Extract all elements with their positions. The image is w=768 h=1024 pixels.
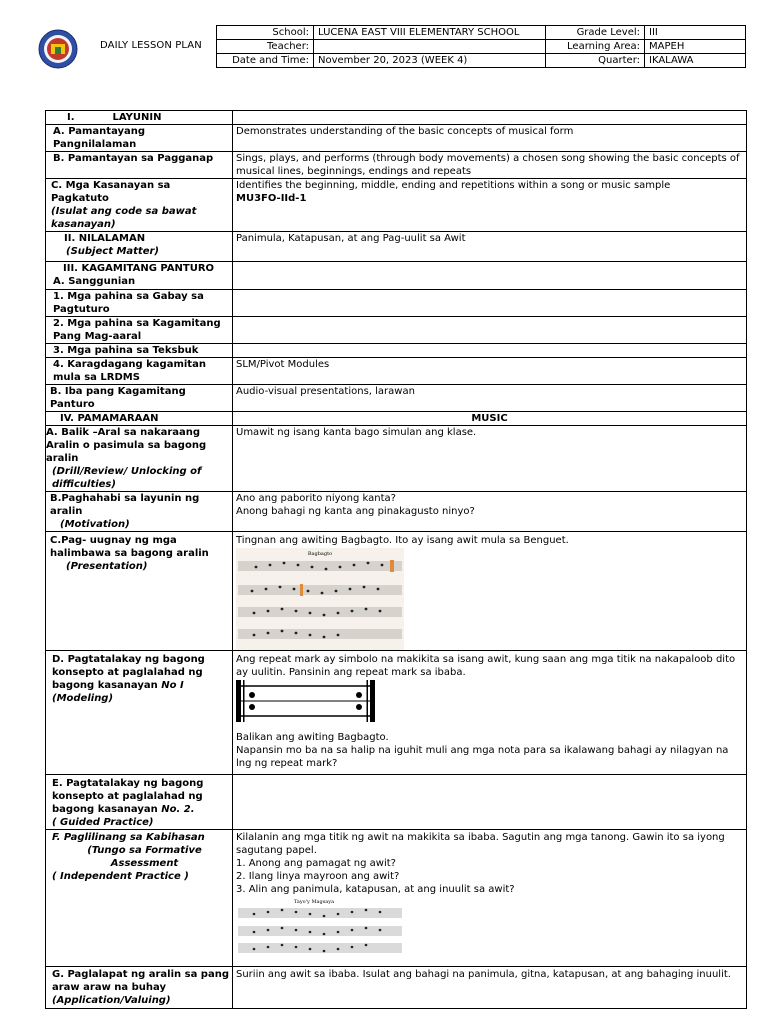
school-value: LUCENA EAST VIII ELEMENTARY SCHOOL (314, 26, 546, 40)
row-iba-pang-kagamitan (46, 385, 747, 412)
row-teksbuk (46, 344, 747, 358)
row-paghahabi (46, 492, 747, 532)
row-kagamitang-panturo (46, 262, 747, 290)
tayoy-magsaya-sheet-music-image (236, 897, 404, 962)
row-paglalapat (46, 967, 747, 1009)
lesson-plan-table (45, 110, 747, 1009)
application-text: Suriin ang awit sa ibaba. Isulat ang bahagi na panimula, gitna, katapusan, at ang bahaging inuulit. (233, 967, 747, 1009)
motivation-sublabel: (Motivation) (60, 519, 130, 530)
row-nilalaman (46, 232, 747, 262)
lrdms-label: 4. Karagdagang kagamitan mula sa LRDMS (46, 358, 233, 385)
activity-question-2: 2. Ilang linya mayroon ang awit? (236, 871, 400, 882)
modeling-sublabel: (Modeling) (52, 693, 114, 704)
activity-question-1: 1. Anong ang pamagat ng awit? (236, 858, 396, 869)
row-balik-aral (46, 426, 747, 492)
date-time-label: Date and Time: (217, 54, 314, 68)
motivation-question-2: Anong bahagi ng kanta ang pinakagusto ninyo? (236, 506, 475, 517)
teacher-label: Teacher: (217, 40, 314, 54)
subject-matter-text: Panimula, Katapusan, at ang Pag-uulit sa Awit (233, 232, 747, 262)
content-standard-text: Demonstrates understanding of the basic concepts of musical form (233, 125, 747, 152)
materials-heading: III. KAGAMITANG PANTURO (63, 263, 215, 274)
review-text: Umawit ng isang kanta bago simulan ang klase. (233, 426, 747, 492)
row-lrdms (46, 358, 747, 385)
other-materials-label: B. Iba pang Kagamitang Panturo (46, 385, 233, 412)
modeling-number: No I (161, 680, 184, 691)
modeling-label: D. Pagtatalakay ng bagong konsepto at paglalahad ng bagong kasanayan (52, 654, 205, 691)
row-pagtatalakay-2 (46, 775, 747, 830)
application-sublabel: (Application/Valuing) (52, 995, 171, 1006)
motivation-label: B.Paghahabi sa layunin ng aralin (50, 493, 200, 517)
quarter-label: Quarter: (546, 54, 645, 68)
references-label: A. Sanggunian (53, 276, 136, 287)
bagbagto-sheet-music-image (236, 548, 404, 650)
layunin-number: I. (67, 112, 75, 123)
application-label: G. Paglalapat ng aralin sa pang araw araw na buhay (52, 969, 229, 993)
row-kagamitang-mag-aaral (46, 317, 747, 344)
learners-material-label: 2. Mga pahina sa Kagamitang Pang Mag-aaral (46, 317, 233, 344)
activity-instructions: Kilalanin ang mga titik ng awit na makikita sa ibaba. Sagutin ang mga tanong. Gawin ito sa iyong sagutang papel. (236, 832, 725, 856)
performance-standard-text: Sings, plays, and performs (through body movements) a chosen song showing the basic concepts of musical lines, beginnings, endings and repeats (233, 152, 747, 179)
presentation-text: Tingnan ang awiting Bagbagto. Ito ay isang awit mula sa Benguet. (236, 535, 569, 546)
row-pagtatalakay-1 (46, 651, 747, 775)
presentation-sublabel: (Presentation) (66, 561, 148, 572)
competency-text: Identifies the beginning, middle, ending and repetitions within a song or music sample (236, 180, 671, 191)
learning-area-value: MAPEH (645, 40, 746, 54)
grade-level-label: Grade Level: (546, 26, 645, 40)
row-paglilinang (46, 830, 747, 967)
row-gabay (46, 290, 747, 317)
date-time-value: November 20, 2023 (WEEK 4) (314, 54, 546, 68)
row-layunin (46, 111, 747, 125)
independent-practice-label: F. Paglilinang sa Kabihasan (52, 832, 205, 843)
other-materials-text: Audio-visual presentations, larawan (233, 385, 747, 412)
formative-assessment-sublabel: (Tungo sa Formative Assessment (87, 845, 202, 869)
repeat-mark-image (236, 680, 375, 722)
row-kasanayan (46, 179, 747, 232)
competency-sublabel: (Isulat ang code sa bawat kasanayan) (51, 206, 197, 230)
bagbagto-review-text: Balikan ang awiting Bagbagto. (236, 732, 389, 743)
competency-label: C. Mga Kasanayan sa Pagkatuto (51, 180, 171, 204)
teachers-guide-label: 1. Mga pahina sa Gabay sa Pagtuturo (46, 290, 233, 317)
subject-matter-label: II. NILALAMAN (64, 233, 146, 244)
bagbagto-song-title: Bagbagto (307, 551, 333, 557)
layunin-heading: LAYUNIN (112, 112, 162, 123)
row-pamamaraan (46, 412, 747, 426)
quarter-value: IKALAWA (645, 54, 746, 68)
presentation-label: C.Pag- uugnay ng mga halimbawa sa bagong aralin (50, 535, 209, 559)
document-title: DAILY LESSON PLAN (100, 40, 202, 51)
header-info-table (216, 25, 746, 68)
guided-practice-sublabel: ( Guided Practice) (52, 817, 154, 828)
motivation-question-1: Ano ang paborito niyong kanta? (236, 493, 396, 504)
lrdms-text: SLM/Pivot Modules (233, 358, 747, 385)
independent-practice-sublabel: ( Independent Practice ) (52, 871, 189, 882)
guided-practice-label: E. Pagtatalakay ng bagong konsepto at paglalahad ng bagong kasanayan (52, 778, 204, 815)
school-seal-logo (38, 29, 78, 69)
review-sublabel: (Drill/Review/ Unlocking of difficulties) (52, 466, 202, 490)
textbook-label: 3. Mga pahina sa Teksbuk (46, 344, 233, 358)
content-standard-label: A. Pamantayang Pangnilalaman (46, 125, 233, 152)
competency-code: MU3FO-IId-1 (236, 193, 307, 204)
tayoy-magsaya-song-title: Tayo'y Magsaya (293, 899, 335, 905)
review-label: A. Balik –Aral sa nakaraang Aralin o pasimula sa bagong aralin (46, 427, 207, 464)
activity-question-3: 3. Alin ang panimula, katapusan, at ang inuulit sa awit? (236, 884, 515, 895)
repeat-mark-description: Ang repeat mark ay simbolo na makikita sa isang awit, kung saan ang mga titik na nakapaloob dito ay uulitin. Pansinin ang repeat mark sa ibaba. (236, 654, 736, 678)
procedures-heading: IV. PAMAMARAAN (46, 412, 233, 426)
learning-area-label: Learning Area: (546, 40, 645, 54)
repeat-mark-question: Napansin mo ba na sa halip na iguhit muli ang mga nota para sa ikalawang bahagi ay nilagyan na lng ng repeat mark? (236, 745, 729, 769)
grade-level-value: III (645, 26, 746, 40)
music-heading: MUSIC (233, 412, 747, 426)
row-pag-uugnay (46, 532, 747, 651)
guided-practice-number: No. 2. (161, 804, 195, 815)
row-pamantayang-pangnilalaman (46, 125, 747, 152)
row-pamantayan-sa-pagganap (46, 152, 747, 179)
school-label: School: (217, 26, 314, 40)
teacher-value (314, 40, 546, 54)
subject-matter-sublabel: (Subject Matter) (66, 246, 159, 257)
performance-standard-label: B. Pamantayan sa Pagganap (46, 152, 233, 179)
